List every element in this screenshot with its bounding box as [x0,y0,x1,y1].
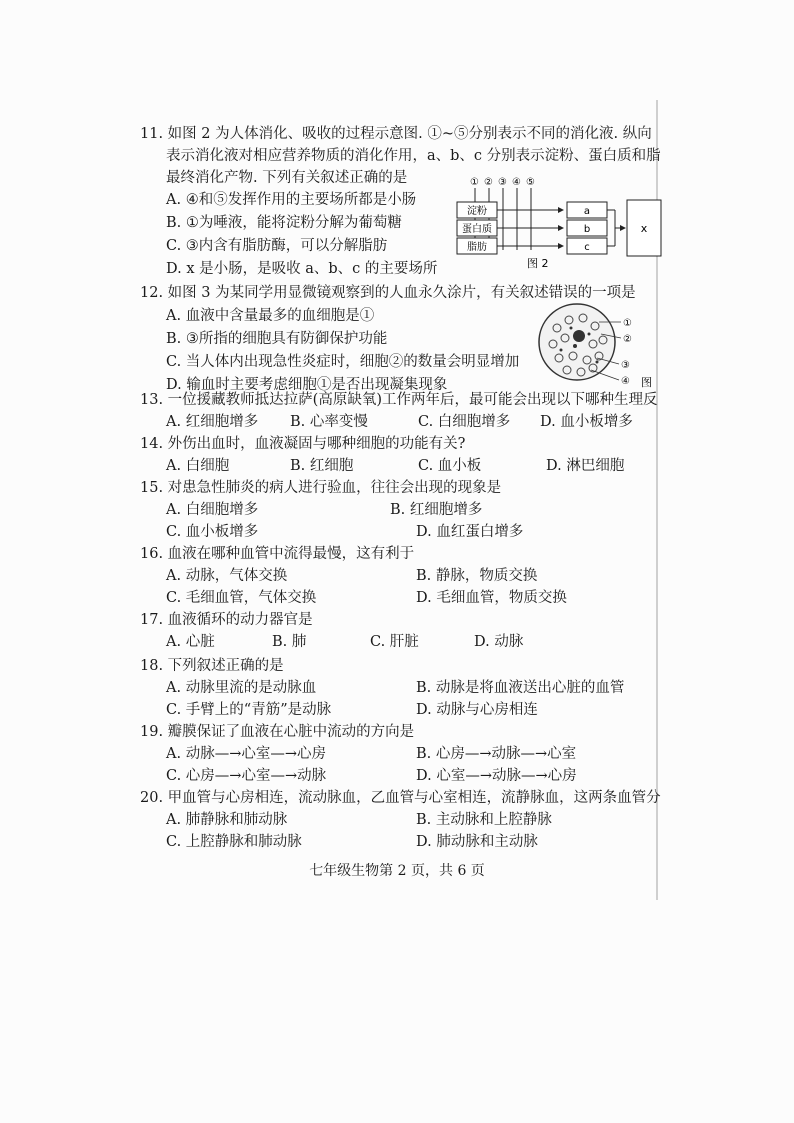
figure-3-blood-smear [535,300,660,392]
q17-option-c[interactable]: C. 肝脏 [370,634,419,650]
q14-option-a[interactable]: A. 白细胞 [166,458,230,474]
q19-option-a[interactable]: A. 动脉—→心室—→心房 [166,746,326,762]
q11-option-a[interactable]: A. ④和⑤发挥作用的主要场所都是小肠 [166,192,417,208]
q13-option-d[interactable]: D. 血小板增多 [540,414,633,430]
nutrient-fat: 脂肪 [467,242,487,253]
q15-option-c[interactable]: C. 血小板增多 [166,524,259,540]
page-footer: 七年级生物第 2 页，共 6 页 [309,863,485,879]
q17-option-b[interactable]: B. 肺 [272,634,307,650]
nutrient-starch: 淀粉 [467,206,487,217]
q16-stem: 16. 血液在哪种血管中流得最慢，这有利于 [140,546,415,562]
q17-option-d[interactable]: D. 动脉 [474,634,524,650]
q20-option-a[interactable]: A. 肺静脉和肺动脉 [166,812,288,828]
q18-option-c[interactable]: C. 手臂上的“青筋”是动脉 [166,702,332,718]
q20-option-d[interactable]: D. 肺动脉和主动脉 [416,834,538,850]
q20-stem: 20. 甲血管与心房相连，流动脉血，乙血管与心室相连，流静脉血，这两条血管分 [140,790,661,806]
q18-option-d[interactable]: D. 动脉与心房相连 [416,702,538,718]
q18-option-a[interactable]: A. 动脉里流的是动脉血 [166,680,317,696]
q12-option-d[interactable]: D. 输血时主要考虑细胞①是否出现凝集现象 [166,377,448,393]
q18-stem: 18. 下列叙述正确的是 [140,658,284,674]
q20-option-c[interactable]: C. 上腔静脉和肺动脉 [166,834,302,850]
q19-option-c[interactable]: C. 心房—→心室—→动脉 [166,768,327,784]
nutrient-protein: 蛋白质 [462,224,492,235]
juice-label-4: ④ [512,177,521,188]
q14-option-b[interactable]: B. 红细胞 [290,458,354,474]
q14-stem: 14. 外伤出血时，血液凝固与哪种细胞的功能有关? [140,436,466,452]
q11-stem-line1: 11. 如图 2 为人体消化、吸收的过程示意图. ①~⑤分别表示不同的消化液. 纵向 [140,126,652,142]
juice-label-2: ② [484,177,493,188]
q19-option-b[interactable]: B. 心房—→动脉—→心室 [416,746,577,762]
q11-option-d[interactable]: D. x 是小肠，是吸收 a、b、c 的主要场所 [166,261,438,277]
q12-stem: 12. 如图 3 为某同学用显微镜观察到的人血永久涂片，有关叙述错误的一项是 [140,285,636,301]
q14-option-d[interactable]: D. 淋巴细胞 [546,458,625,474]
q16-option-a[interactable]: A. 动脉，气体交换 [166,568,288,584]
q15-stem: 15. 对患急性肺炎的病人进行验血，往往会出现的现象是 [140,480,502,496]
figure-2-caption: 图 2 [527,257,549,270]
product-a: a [583,206,591,217]
juice-label-5: ⑤ [526,177,535,188]
q13-stem: 13. 一位援藏教师抵达拉萨(高原缺氧)工作两年后，最可能会出现以下哪种生理反 [140,392,658,408]
q11-option-c[interactable]: C. ③内含有脂肪酶，可以分解脂肪 [166,238,388,254]
juice-label-1: ① [470,177,479,188]
fig3-label-1: ① [623,318,632,329]
q16-option-b[interactable]: B. 静脉，物质交换 [416,568,538,584]
q14-option-c[interactable]: C. 血小板 [418,458,482,474]
q19-stem: 19. 瓣膜保证了血液在心脏中流动的方向是 [140,724,415,740]
q16-option-d[interactable]: D. 毛细血管，物质交换 [416,590,567,606]
q20-option-b[interactable]: B. 主动脉和上腔静脉 [416,812,552,828]
q11-stem-line3: 最终消化产物. 下列有关叙述正确的是 [166,170,408,186]
q19-option-d[interactable]: D. 心室—→动脉—→心房 [416,768,577,784]
product-b: b [583,224,591,235]
organ-x: x [640,222,648,235]
juice-label-3: ③ [498,177,507,188]
figure-3-caption: 图 [641,376,652,389]
q12-option-b[interactable]: B. ③所指的细胞具有防御保护功能 [166,331,388,347]
q12-option-a[interactable]: A. 血液中含量最多的血细胞是① [166,308,375,324]
q15-option-a[interactable]: A. 白细胞增多 [166,502,259,518]
fig3-label-3: ③ [621,360,630,371]
figure-2-digestion-diagram [455,172,665,272]
q13-option-b[interactable]: B. 心率变慢 [290,414,368,430]
q15-option-d[interactable]: D. 血红蛋白增多 [416,524,524,540]
q13-option-a[interactable]: A. 红细胞增多 [166,414,259,430]
q11-option-b[interactable]: B. ①为唾液，能将淀粉分解为葡萄糖 [166,215,402,231]
product-c: c [584,242,590,253]
q12-option-c[interactable]: C. 当人体内出现急性炎症时，细胞②的数量会明显增加 [166,354,520,370]
fig3-label-2: ② [623,334,632,345]
q15-option-b[interactable]: B. 红细胞增多 [390,502,483,518]
fig3-label-4: ④ [621,376,630,387]
q17-option-a[interactable]: A. 心脏 [166,634,215,650]
q13-option-c[interactable]: C. 白细胞增多 [418,414,511,430]
q18-option-b[interactable]: B. 动脉是将血液送出心脏的血管 [416,680,625,696]
q11-stem-line2: 表示消化液对相应营养物质的消化作用，a、b、c 分别表示淀粉、蛋白质和脂 [166,148,661,164]
q16-option-c[interactable]: C. 毛细血管，气体交换 [166,590,317,606]
q17-stem: 17. 血液循环的动力器官是 [140,612,313,628]
